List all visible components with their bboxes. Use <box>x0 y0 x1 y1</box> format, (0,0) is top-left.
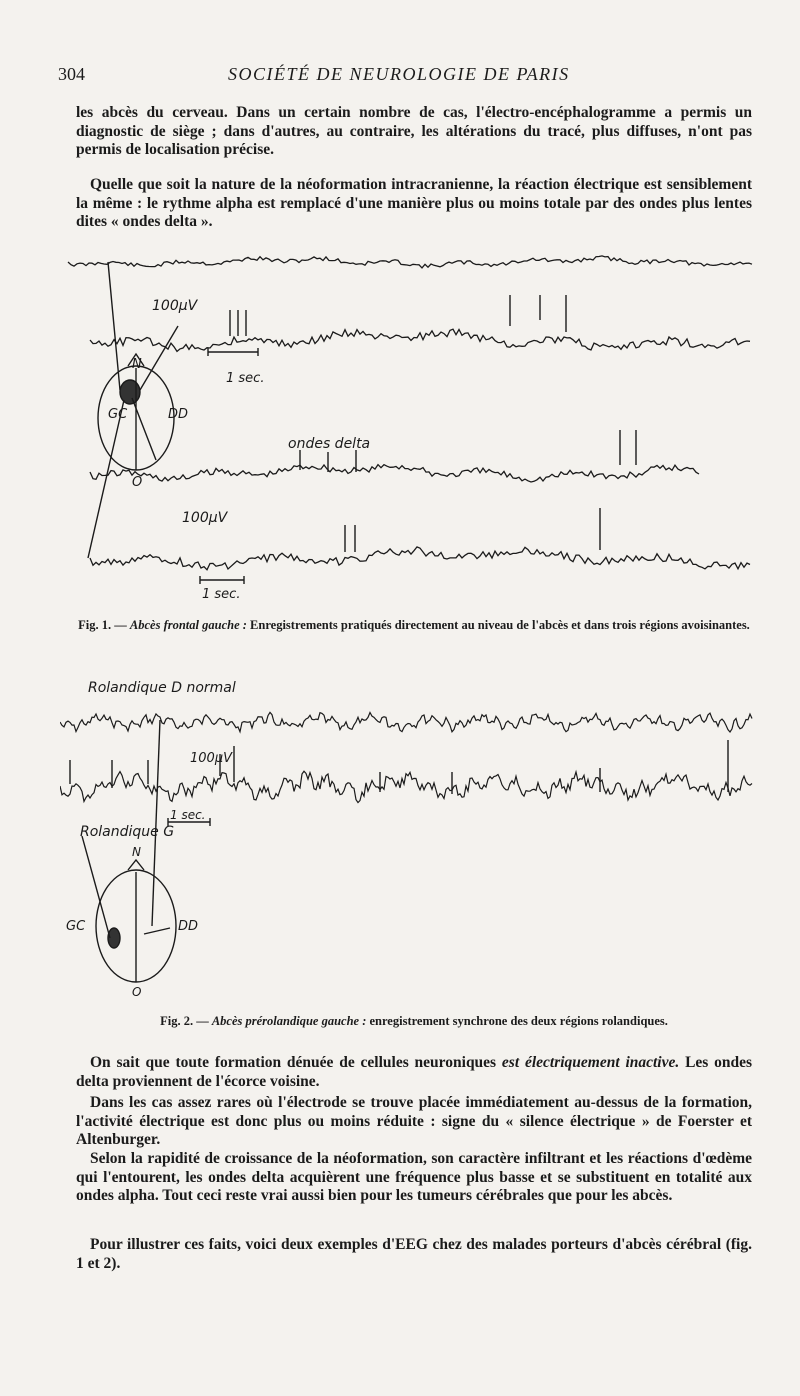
figure-1-caption-text: Enregistrements pratiqués directement au niveau de l'abcès et dans trois régions avoisinantes. <box>250 618 750 632</box>
eeg-trace-2 <box>90 329 750 351</box>
figure-1 <box>60 240 760 612</box>
figure-2 <box>60 676 760 998</box>
eeg-trace-4 <box>90 547 750 570</box>
running-title: SOCIÉTÉ DE NEUROLOGIE DE PARIS <box>228 64 570 84</box>
closing-p1-emphasis: est électriquement inactive. <box>501 1054 680 1071</box>
delta-annotation: ondes delta <box>288 436 371 452</box>
time-label-fig2: 1 sec. <box>170 808 206 822</box>
scale-label-fig2: 100µV <box>190 751 232 766</box>
head2-label-right: DD <box>178 919 199 934</box>
figure-2-drawing <box>60 676 760 998</box>
head2-label-left: GC <box>66 919 86 934</box>
paragraph-1: les abcès du cerveau. Dans un certain nombre de cas, l'électro-encéphalogramme a permis un diagnostic de siège ; dans d'autres, au contraire, les altérations du tracé, plus diffuses, n'ont pas permis de localisation précise. <box>76 104 752 158</box>
figure-2-caption <box>78 1014 750 1029</box>
label-rolandic-right: Rolandique D normal <box>88 680 236 696</box>
closing-paragraph-1 <box>76 1054 752 1091</box>
figure-1-caption-label: Fig. 1. — <box>78 618 127 632</box>
eeg-trace-3 <box>90 465 699 482</box>
figure-1-caption-title: Abcès frontal gauche : <box>129 618 247 632</box>
paragraph-2: Quelle que soit la nature de la néoformation intracranienne, la réaction électrique est sensiblement la même : le rythme alpha est remplacé d'une manière plus ou moins totale par des ondes plus lentes dites « ondes delta ». <box>76 176 752 230</box>
head2-label-nose: N <box>132 845 141 859</box>
page-header <box>58 64 758 88</box>
page-number: 304 <box>58 64 85 84</box>
figure-2-caption-label: Fig. 2. — <box>160 1014 209 1028</box>
time-label-bottom: 1 sec. <box>202 587 241 602</box>
time-label-top: 1 sec. <box>226 371 265 386</box>
head2-label-occiput: O <box>132 985 142 998</box>
label-rolandic-left: Rolandique G <box>80 824 175 840</box>
head-label-nose: N <box>132 357 142 372</box>
figure-1-caption <box>78 618 750 633</box>
closing-p1-start: On sait que toute formation dénuée de cellules neuroniques <box>90 1054 497 1071</box>
figure-2-caption-title: Abcès prérolandique gauche : <box>211 1014 367 1028</box>
eeg-trace-rolandic-right <box>60 712 752 732</box>
figure-2-caption-text: enregistrement synchrone des deux régions rolandiques. <box>369 1014 668 1028</box>
scale-label-bottom: 100µV <box>182 510 228 526</box>
figure-1-drawing <box>60 240 760 612</box>
head-label-occiput: O <box>132 475 143 490</box>
closing-paragraph-4: Pour illustrer ces faits, voici deux exemples d'EEG chez des malades porteurs d'abcès cérébral (fig. 1 et 2). <box>76 1236 752 1272</box>
scale-label-top: 100µV <box>152 298 198 314</box>
closing-p1-end: Les ondes delta proviennent de l'écorce voisine. <box>76 1054 753 1090</box>
closing-paragraph-2: Dans les cas assez rares où l'électrode se trouve placée immédiatement au-dessus de la formation, l'activité électrique est donc plus ou moins réduite : signe du « silence électrique » de Foerster et Altenburger. <box>76 1094 752 1148</box>
head-diagram-2 <box>82 720 176 982</box>
head-label-right: DD <box>168 407 189 422</box>
eeg-trace-rolandic-left <box>60 771 752 802</box>
eeg-trace-1 <box>68 256 752 268</box>
head-label-left: GC <box>108 407 128 422</box>
closing-paragraph-3: Selon la rapidité de croissance de la néoformation, son caractère infiltrant et les réactions d'œdème qui l'entourent, les ondes delta acquièrent une fréquence plus basse et se substituent en totalité aux ondes alpha. Tout ceci reste vrai aussi bien pour les tumeurs cérébrales que pour les abcès. <box>76 1150 752 1204</box>
